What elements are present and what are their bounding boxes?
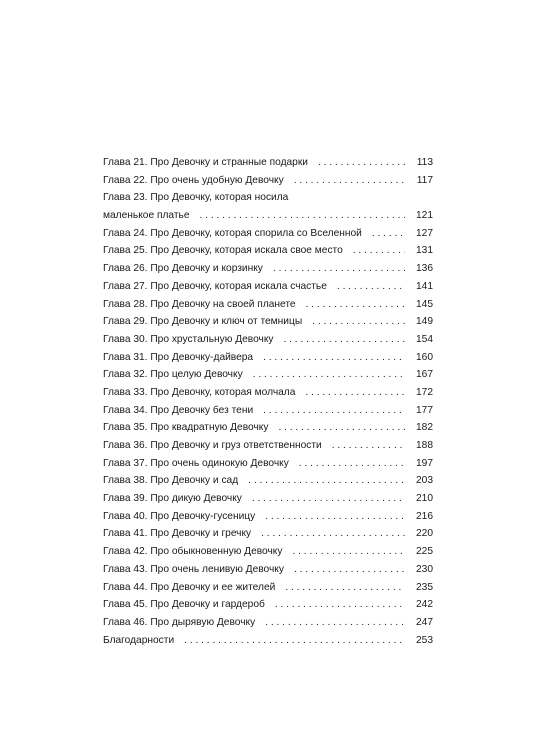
dot-leader xyxy=(278,419,405,437)
toc-entry-title: Глава 34. Про Девочку без тени xyxy=(103,404,254,416)
dot-leader xyxy=(318,154,405,172)
toc-entry-title: Глава 42. Про обыкновенную Девочку xyxy=(103,546,283,558)
dot-leader xyxy=(306,296,405,314)
toc-entry-title: Глава 41. Про Девочку и гречку xyxy=(103,528,252,540)
dot-leader xyxy=(248,472,405,490)
dot-leader xyxy=(261,525,405,543)
toc-entry-page: 230 xyxy=(416,563,433,575)
toc-entry xyxy=(103,296,433,314)
dot-leader xyxy=(252,490,405,508)
dot-leader xyxy=(299,455,405,473)
dot-leader xyxy=(263,349,405,367)
toc-entry-page: 136 xyxy=(416,263,433,275)
toc-entry-page: 167 xyxy=(416,369,433,381)
toc-entry-title: Глава 29. Про Девочку и ключ от темницы xyxy=(103,316,303,328)
toc-entry-title: Глава 43. Про очень ленивую Девочку xyxy=(103,563,284,575)
toc-entry-page: 220 xyxy=(416,528,433,540)
toc-entry-title: Глава 38. Про Девочку и сад xyxy=(103,475,239,487)
toc-entry-page: 113 xyxy=(416,157,433,168)
toc-entry xyxy=(103,472,433,490)
toc-entry xyxy=(103,242,433,260)
toc-entry-title: Глава 35. Про квадратную Девочку xyxy=(103,422,269,434)
toc-entry-title: Глава 45. Про Девочку и гардероб xyxy=(103,599,265,611)
toc-entry-title: Глава 27. Про Девочку, которая искала счастье xyxy=(103,280,327,292)
toc-entry-page: 253 xyxy=(416,634,433,646)
toc-entry-title: Глава 36. Про Девочку и груз ответственности xyxy=(103,440,322,451)
dot-leader xyxy=(294,172,405,190)
toc-entry-page: 149 xyxy=(416,316,433,328)
toc-entry-page: 131 xyxy=(416,245,433,257)
toc-entry xyxy=(103,207,433,225)
toc-entry xyxy=(103,490,433,508)
toc-entry xyxy=(103,543,433,561)
toc-entry-page: 160 xyxy=(416,351,433,363)
toc-entry-title: Глава 44. Про Девочку и ее жителей xyxy=(103,581,276,593)
toc-entry-page: 117 xyxy=(416,174,433,186)
toc-entry-title: Глава 22. Про очень удобную Девочку xyxy=(103,174,284,186)
toc-entry xyxy=(103,419,433,437)
toc-entry-title: Глава 39. Про дикую Девочку xyxy=(103,493,242,505)
toc-entry-title: Глава 23. Про Девочку, которая носила xyxy=(103,192,289,204)
dot-leader xyxy=(265,508,405,526)
toc-entry-page: 225 xyxy=(416,546,433,558)
toc-entry xyxy=(103,225,433,243)
dot-leader xyxy=(312,313,405,331)
dot-leader xyxy=(263,402,405,420)
toc-entry xyxy=(103,561,433,579)
toc-entry-title: Благодарности xyxy=(103,634,175,646)
dot-leader xyxy=(294,561,405,579)
toc-entry-page: 121 xyxy=(416,210,433,222)
toc-entry-page: 235 xyxy=(416,581,433,593)
toc-entry-title: маленькое платье xyxy=(103,210,190,222)
dot-leader xyxy=(275,596,405,614)
toc-entry xyxy=(103,278,433,296)
toc-entry-title: Глава 32. Про целую Девочку xyxy=(103,369,243,381)
toc-entry xyxy=(103,437,433,455)
toc-entry xyxy=(103,189,433,207)
toc-entry xyxy=(103,525,433,543)
toc-entry xyxy=(103,172,433,190)
toc-entry-title: Глава 33. Про Девочку, которая молчала xyxy=(103,386,296,398)
toc-entry-title: Глава 40. Про Девочку-гусеницу xyxy=(103,510,256,522)
dot-leader xyxy=(200,207,406,225)
dot-leader xyxy=(305,384,405,402)
toc-entry-title: Глава 37. Про очень одинокую Девочку xyxy=(103,457,289,469)
toc-entry-page: 127 xyxy=(416,227,433,239)
toc-entry xyxy=(103,384,433,402)
toc-entry xyxy=(103,455,433,473)
toc-entry-page: 216 xyxy=(416,510,433,522)
toc-entry xyxy=(103,366,433,384)
toc-entry-title: Глава 21. Про Девочку и странные подарки xyxy=(103,157,308,168)
dot-leader xyxy=(292,543,405,561)
toc-entry xyxy=(103,154,433,172)
toc-entry-title: Глава 26. Про Девочку и корзинку xyxy=(103,263,263,275)
toc-entry-page: 242 xyxy=(416,599,433,611)
toc-entry-page: 154 xyxy=(416,333,433,345)
dot-leader xyxy=(337,278,405,296)
toc-entry-title: Глава 46. Про дырявую Девочку xyxy=(103,616,256,628)
toc-entry-page: 188 xyxy=(416,440,433,451)
toc-entry-page: 197 xyxy=(416,457,433,469)
toc-entry-page: 210 xyxy=(416,493,433,505)
dot-leader xyxy=(285,579,405,597)
toc-entry xyxy=(103,402,433,420)
toc-entry xyxy=(103,579,433,597)
dot-leader xyxy=(265,614,405,632)
toc-entry-page: 172 xyxy=(416,386,433,398)
toc-entry xyxy=(103,632,433,650)
dot-leader xyxy=(372,225,405,243)
dot-leader xyxy=(332,437,405,455)
toc-entry xyxy=(103,313,433,331)
toc-entry xyxy=(103,596,433,614)
dot-leader xyxy=(184,632,405,650)
dot-leader xyxy=(283,331,405,349)
toc-entry-page: 141 xyxy=(416,280,433,292)
toc-entry-title: Глава 28. Про Девочку на своей планете xyxy=(103,298,296,310)
dot-leader xyxy=(353,242,405,260)
toc-entry-title: Глава 31. Про Девочку-дайвера xyxy=(103,351,254,363)
toc-entry-page: 182 xyxy=(416,422,433,434)
dot-leader xyxy=(253,366,405,384)
toc-entry-page: 247 xyxy=(416,616,433,628)
toc-entry xyxy=(103,331,433,349)
toc-entry-page: 203 xyxy=(416,475,433,487)
dot-leader xyxy=(273,260,405,278)
toc-entry-title: Глава 24. Про Девочку, которая спорила со Вселенной xyxy=(103,227,362,239)
toc-entry xyxy=(103,260,433,278)
toc-entry-page: 177 xyxy=(416,404,433,416)
toc-entry xyxy=(103,614,433,632)
toc-entry xyxy=(103,508,433,526)
toc-entry-title: Глава 30. Про хрустальную Девочку xyxy=(103,333,274,345)
toc-entry-title: Глава 25. Про Девочку, которая искала свое место xyxy=(103,245,343,257)
toc-entry-page: 145 xyxy=(416,298,433,310)
table-of-contents xyxy=(103,154,433,649)
toc-entry xyxy=(103,349,433,367)
